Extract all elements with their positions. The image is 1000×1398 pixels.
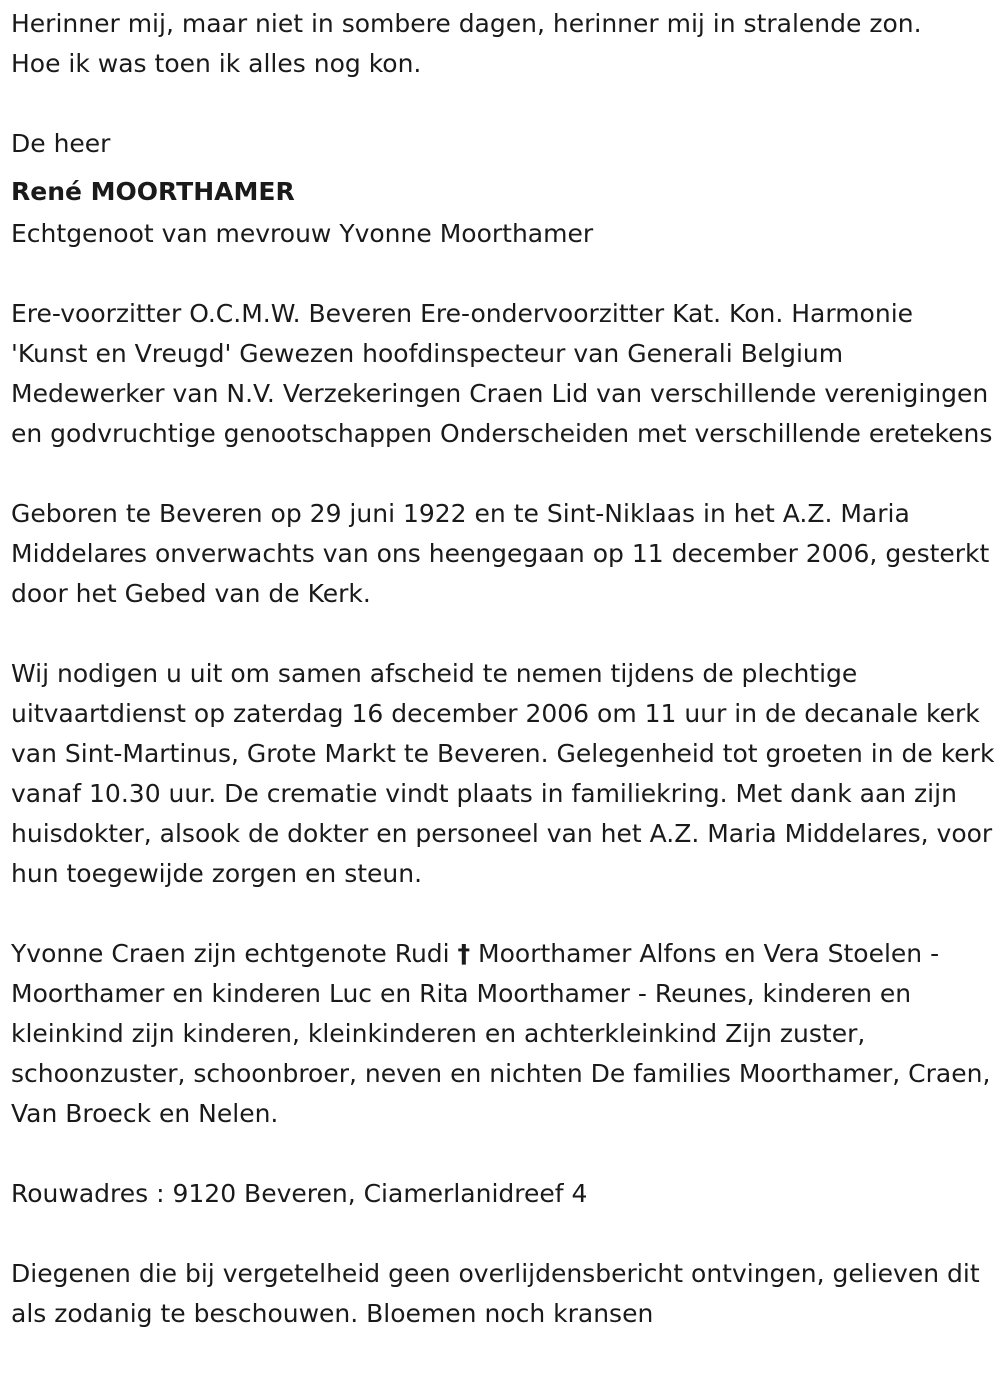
closing-paragraph: Diegenen die bij vergetelheid geen overlijdensbericht ontvingen, gelieven dit als zodanig te beschouwen. Bloemen noch kransen bbox=[11, 1259, 980, 1328]
spacer bbox=[11, 84, 996, 124]
spacer bbox=[11, 454, 996, 494]
salutation: De heer bbox=[11, 129, 111, 158]
spacer bbox=[11, 894, 996, 934]
spacer bbox=[11, 1134, 996, 1174]
family-text-before: Yvonne Craen zijn echtgenote Rudi bbox=[11, 939, 450, 968]
quote-line-2: Hoe ik was toen ik alles nog kon. bbox=[11, 49, 422, 78]
family-text-after: Moorthamer Alfons en Vera Stoelen - Moorthamer en kinderen Luc en Rita Moorthamer - Reunes, kinderen en kleinkind zijn kinderen, kleinkinderen en achterkleinkind Zijn zuster, schoonzuster, schoonbroer, neven en nichten De families Moorthamer, Craen, Van Broeck en Nelen. bbox=[11, 939, 991, 1128]
family-paragraph bbox=[11, 934, 996, 1134]
spacer bbox=[11, 614, 996, 654]
birth-death-paragraph: Geboren te Beveren op 29 juni 1922 en te Sint-Niklaas in het A.Z. Maria Middelares onverwachts van ons heengegaan op 11 december 2006, gesterkt door het Gebed van de Kerk. bbox=[11, 499, 990, 608]
spacer bbox=[11, 254, 996, 294]
mourning-address: Rouwadres : 9120 Beveren, Ciamerlanidreef 4 bbox=[11, 1179, 588, 1208]
spouse-line: Echtgenoot van mevrouw Yvonne Moorthamer bbox=[11, 219, 594, 248]
deceased-name: René MOORTHAMER bbox=[11, 177, 295, 206]
titles-paragraph: Ere-voorzitter O.C.M.W. Beveren Ere-ondervoorzitter Kat. Kon. Harmonie 'Kunst en Vreugd' Gewezen hoofdinspecteur van Generali Belgium Medewerker van N.V. Verzekeringen Craen Lid van verschillende verenigingen en godvruchtige genootschappen Onderscheiden met verschillende eretekens bbox=[11, 299, 993, 448]
cross-icon: † bbox=[457, 939, 471, 968]
invitation-paragraph: Wij nodigen u uit om samen afscheid te nemen tijdens de plechtige uitvaartdienst op zaterdag 16 december 2006 om 11 uur in de decanale kerk van Sint-Martinus, Grote Markt te Beveren. Gelegenheid tot groeten in de kerk vanaf 10.30 uur. De crematie vindt plaats in familiekring. Met dank aan zijn huisdokter, alsook de dokter en personeel van het A.Z. Maria Middelares, voor hun toegewijde zorgen en steun. bbox=[11, 659, 995, 888]
spacer bbox=[11, 1214, 996, 1254]
quote-line-1: Herinner mij, maar niet in sombere dagen, herinner mij in stralende zon. bbox=[11, 9, 922, 38]
